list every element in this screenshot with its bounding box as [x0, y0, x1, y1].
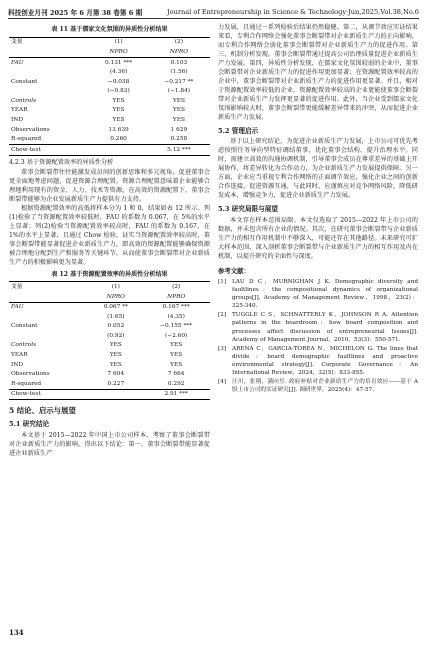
- right-column: [218, 24, 418, 395]
- table-row: YEAR YES YES: [11, 352, 183, 359]
- table-row: Chow-test 5.12 ***: [9, 145, 210, 156]
- table-row: Controls YES YES: [11, 97, 185, 104]
- table-row: Chow-test 2.91 ***: [9, 389, 210, 400]
- table11-header-col2: (2): [174, 39, 184, 46]
- table11: [9, 37, 210, 156]
- reference-item: [2] TUGGLE C S，SCHNATTERLY K，JOHNSON R A. Attention patterns in the boardroom：how board composition and processes affect discussion of entrepreneurial Issues[J]. Academy of Management Journal，2010，53(3)：550-571.: [218, 312, 418, 343]
- reference-item: [1] LAU D C，MURNIGHAN J K. Demographic diversity and faultlines：the compositional dynamics of organizational groups[J]. Academy of Management Review，1998，23(2)：325-340.: [218, 279, 418, 310]
- reference-item: [3] ARENA C，GARCIA-TOREA N，MICHELON G. The lines that divide：board demographic faultlines and proactive environmental strategy[J]. Corporate Governance：An International Review，2024，32(5)：833-855.: [218, 345, 418, 377]
- paragraph: 力发展，且通过一系列检验后结果仍然稳健。第二，从调节效应实证结果来看，专利合作网络会强化董事会断裂带对企业新质生产力的正向影响，而专利合作网络会弱化董事会断裂带对企业新质生产力的促进作用。第三，机制分析发现，董事会断裂带通过提高公司治理质量促进企业新质生产力发展。第四，异质性分析发现，在儒家文化氛围较弱的企业中，董事会断裂带对企业新质生产力的促进作用更加显著；在资源配置效率较高的企业中，董事会断裂带对企业新质生产力的促进作用更显著。并且，相对于资源配置效率较低的企业，资源配置效率较高的企业更能使董事会断裂带对企业新质生产力发挥更显著的促进作用。此外，当企业受到儒家文化氛围影响较大时，董事会断裂带更能缓解差异带来的冲突，从而促进企业新质生产力发展。: [218, 24, 418, 121]
- table-row: (4.36) (1.56): [109, 69, 188, 76]
- table-row: (1.65) (4.35): [107, 313, 185, 320]
- table-row: Constant −0.038 −0.217 **: [11, 78, 194, 85]
- table12: [9, 281, 210, 400]
- reference-item: [4] 汪川，张翔，满向昱. 政府补贴对企业新质生产力的培育效应——基于 A 股上市公司的实证研究[J]. 调研世界，2025(4)：47-57.: [218, 379, 418, 394]
- table-row: (−0.83) (−1.84): [107, 88, 191, 95]
- table12-dep-col1: NPRO: [89, 292, 142, 302]
- table-row: Observations 7 604 7 664: [11, 371, 185, 378]
- table-row: Constant 0.052 −0.155 ***: [11, 323, 193, 330]
- table12-header-var: 变量: [11, 284, 23, 290]
- page-number: 134: [9, 628, 24, 637]
- paragraph: 根据资源配置效率的高低将样本分为 1 和 0，结果如表 12 所示。列(1)检验了当资源配置效率较低时，FAU 的系数为 0.067，在 5%的水平上显著；列(2)检验当资源配置效率较高时，FAU 的系数为 0.167，在 1%的水平上显著，且通过 Chow 检验。证实当资源配置效率较高时，董事会断裂带能显著促进企业新质生产力，即高效的资源配置能够确保资源被合理地分配到生产和服务等关键环节，从而使董事会断裂带对企业新质生产力的积极影响更为显著。: [9, 204, 210, 266]
- paragraph: 董事会断裂带往往能激发成员间的创新思维和多元视角，促进董事会更全面地考虑问题，促进资源合理配置。资源合理配置意味着企业能够合理地利用现有的资金、人力、技术等资源，在高效的资源配置下，董事会断裂带能够为企业发展新质生产力提供有力支持。: [9, 168, 210, 203]
- table-row: IND YES YES: [11, 361, 183, 368]
- references-heading: 参考文献：: [218, 266, 250, 275]
- table-row: Controls YES YES: [11, 342, 183, 349]
- table11-dep-col1: NPRO: [89, 47, 147, 57]
- table-row: R-squared 0.260 0.258: [11, 136, 188, 143]
- paragraph: 基于以上研究结论，为促进企业新质生产力发展，上市公司可优先考虑按照任务导向型特征调结董事，优化董事会结构，提升治理水平。同时，需建立高效的沟通协调机制，引导董事会成员在尊重差异的基础上开展协作，将差异转化为合作动力，为企业新质生产力发展提供保障。另一方面，企业应当重视专利合作网络的正面调节效应，强化企业之间的创新合作连接，促进资源互通，与此同时，应谨慎应对竞争网络风险，降低研发成本，增强竞争力，促进企业新质生产力发展。: [218, 138, 418, 200]
- left-column: [9, 24, 210, 459]
- table12-header-col2: (2): [172, 284, 181, 290]
- table11-caption: 表 11 基于儒家文化氛围的异质性分析结果: [51, 26, 168, 33]
- journal-title-cn: 科技创业月刊 2025 年 6 月第 38 卷第 6 期: [8, 9, 143, 17]
- table12-caption: 表 12 基于资源配置效率的异质性分析结果: [51, 270, 168, 278]
- section-5-3-heading: 5.3 研究局限与展望: [218, 205, 278, 214]
- paragraph: 本文基于 2015—2022 年中国上市公司样本，考察了董事会断裂带对企业新质生产力的影响。得出以下结论：第一，董事会断裂带能显著促进企业新质生产: [9, 431, 210, 457]
- table-row: R-squared 0.227 0.292: [11, 380, 185, 387]
- table12-dep-col2: NPRO: [142, 292, 210, 302]
- table12-header-col1: (1): [111, 284, 120, 290]
- table-row: (0.92) (−2.60): [107, 332, 188, 339]
- table-row: FAU 0.067 ** 0.167 ***: [11, 304, 190, 311]
- table11-header-col1: (1): [114, 39, 123, 46]
- paragraph: 本文存在样本范围局限。本文仅选取了 2015—2022 年上市公司的数据，并未包含所有企业的情况。其次，在研究董事会断裂带与企业新质生产力的相互作用机制中不够深入，可能还存在其他路径。未来研究可扩大样本范围，深入剖析董事会断裂带与企业新质生产力的相互作用及内在机制，以提升研究的全面性与深度。: [218, 216, 418, 260]
- running-header: [8, 6, 419, 19]
- table11-dep-col2: NPRO: [148, 47, 210, 57]
- table-row: FAU 0.131 *** 0.103: [11, 59, 188, 66]
- section-5-heading: 5 结论、启示与展望: [9, 406, 76, 416]
- journal-title-en: Journal of Entrepreneurship in Science & Technology·Jun,2025,Vol.38,No.6: [166, 8, 419, 16]
- table-row: YEAR YES YES: [11, 107, 185, 114]
- section-4-2-3-heading: 4.2.3 基于资源配置效率的异质性分析: [9, 158, 114, 166]
- section-5-2-heading: 5.2 管理启示: [218, 126, 259, 135]
- table-row: Observations 13 639 1 629: [11, 126, 188, 133]
- section-5-1-heading: 5.1 研究结论: [9, 420, 50, 429]
- table-row: IND YES YES: [11, 117, 185, 124]
- table11-header-var: 变量: [11, 39, 23, 46]
